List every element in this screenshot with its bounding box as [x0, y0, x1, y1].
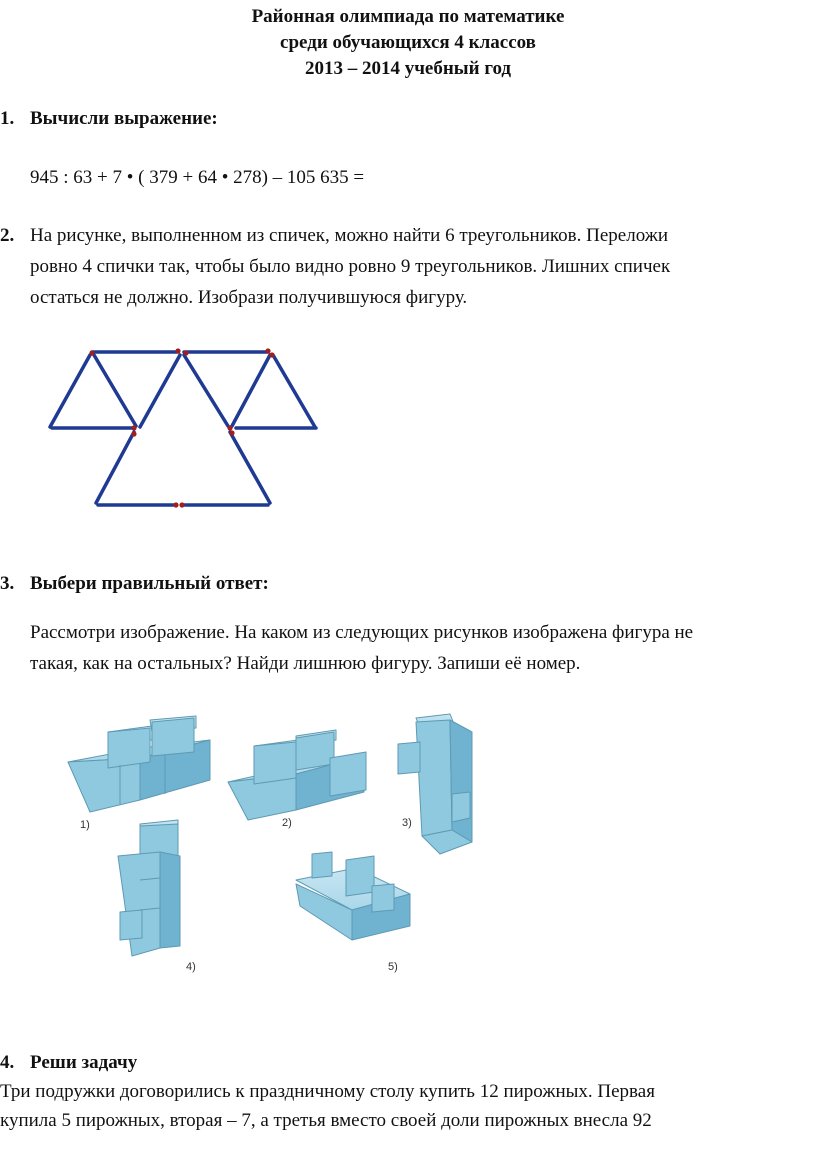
q3-text-2: такая, как на остальных? Найди лишнюю фигуру. Запиши её номер.	[30, 653, 581, 674]
q4-number: 4.	[0, 1052, 15, 1073]
q3-heading	[0, 568, 269, 599]
figure-2	[228, 730, 366, 820]
q2-text-2: ровно 4 спички так, чтобы было видно ровно 9 треугольников. Лишних спичек	[30, 256, 671, 277]
q3-title: Выбери правильный ответ:	[30, 573, 269, 594]
header-line-3: 2013 – 2014 учебный год	[304, 58, 512, 79]
q4-title: Реши задачу	[30, 1052, 138, 1073]
match	[96, 432, 134, 503]
header-line-1: Районная олимпиада по математике	[251, 6, 565, 27]
q4-text-1: Три подружки договорились к праздничному столу купить 12 пирожных. Первая	[0, 1081, 655, 1102]
match	[230, 432, 270, 503]
q1-expression: 945 : 63 + 7 • ( 379 + 64 • 278) – 105 635 =	[30, 167, 365, 188]
match	[94, 355, 136, 426]
cube-figures	[0, 700, 816, 1000]
match	[140, 355, 180, 427]
figure-label-1: 1)	[80, 819, 90, 831]
q1-title: Вычисли выражение:	[30, 108, 218, 129]
match	[232, 355, 270, 426]
matchstick-figure	[0, 0, 816, 530]
q4-text-2: купила 5 пирожных, вторая – 7, а третья вместо своей доли пирожных внесла 92	[0, 1110, 652, 1131]
figure-label-2: 2)	[282, 817, 292, 829]
q3-text-1: Рассмотри изображение. На каком из следующих рисунков изображена фигура не	[30, 622, 694, 643]
match	[184, 355, 228, 426]
q3-number: 3.	[0, 573, 15, 594]
q2-number: 2.	[0, 225, 15, 246]
q2-text-3: остаться не должно. Изобрази получившуюся фигуру.	[30, 287, 468, 308]
figure-4	[118, 820, 180, 956]
figure-3	[398, 714, 472, 854]
q2-text-1: На рисунке, выполненном из спичек, можно найти 6 треугольников. Переложи	[30, 225, 669, 246]
figure-5	[296, 852, 410, 940]
q1-number: 1.	[0, 108, 15, 129]
figure-label-4: 4)	[186, 961, 196, 973]
figure-label-3: 3)	[402, 817, 412, 829]
q4-heading	[0, 1047, 137, 1078]
figure-1	[68, 716, 210, 812]
match	[50, 355, 90, 427]
match	[273, 355, 315, 427]
header-line-2: среди обучающихся 4 классов	[280, 32, 536, 53]
figure-label-5: 5)	[388, 961, 398, 973]
